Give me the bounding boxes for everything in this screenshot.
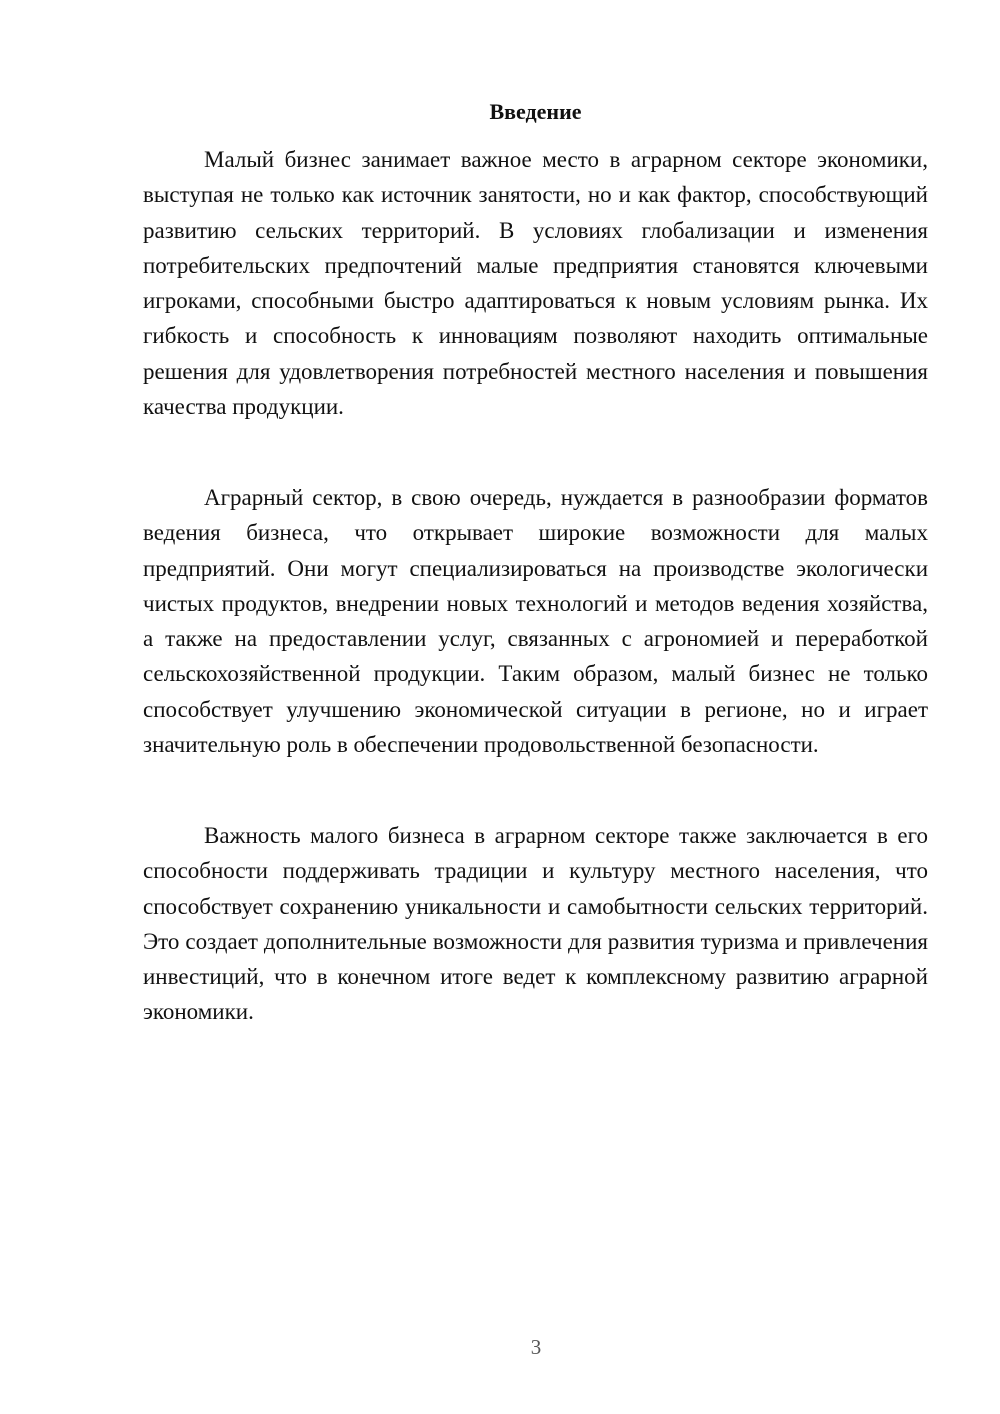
page-number: 3 [530,1335,542,1359]
paragraph-1: Малый бизнес занимает важное место в аграрном секторе экономики, выступая не только как источник занятости, но и как фактор, способствующий развитию сельских территорий. В условиях глобализации и изменения потребительских предпочтений малые предприятия становятся ключевыми игроками, способными быстро адаптироваться к новым условиям рынка. Их гибкость и способность к инновациям позволяют находить оптимальные решения для удовлетворения потребностей местного населения и повышения качества продукции. [143,147,928,420]
paragraph-3: Важность малого бизнеса в аграрном секторе также заключается в его способности поддерживать традиции и культуру местного населения, что способствует сохранению уникальности и самобытности сельских территорий. Это создает дополнительные возможности для развития туризма и привлечения инвестиций, что в конечном итоге ведет к комплексному развитию аграрной экономики. [143,823,928,1025]
page-title: Введение [489,99,582,124]
paragraph-2: Аграрный сектор, в свою очередь, нуждается в разнообразии форматов ведения бизнеса, что открывает широкие возможности для малых предприятий. Они могут специализироваться на производстве экологически чистых продуктов, внедрении новых технологий и методов ведения хозяйства, а также на предоставлении услуг, связанных с агрономией и переработкой сельскохозяйственной продукции. Таким образом, малый бизнес не только способствует улучшению экономической ситуации в регионе, но и играет значительную роль в обеспечении продовольственной безопасности. [143,485,928,758]
